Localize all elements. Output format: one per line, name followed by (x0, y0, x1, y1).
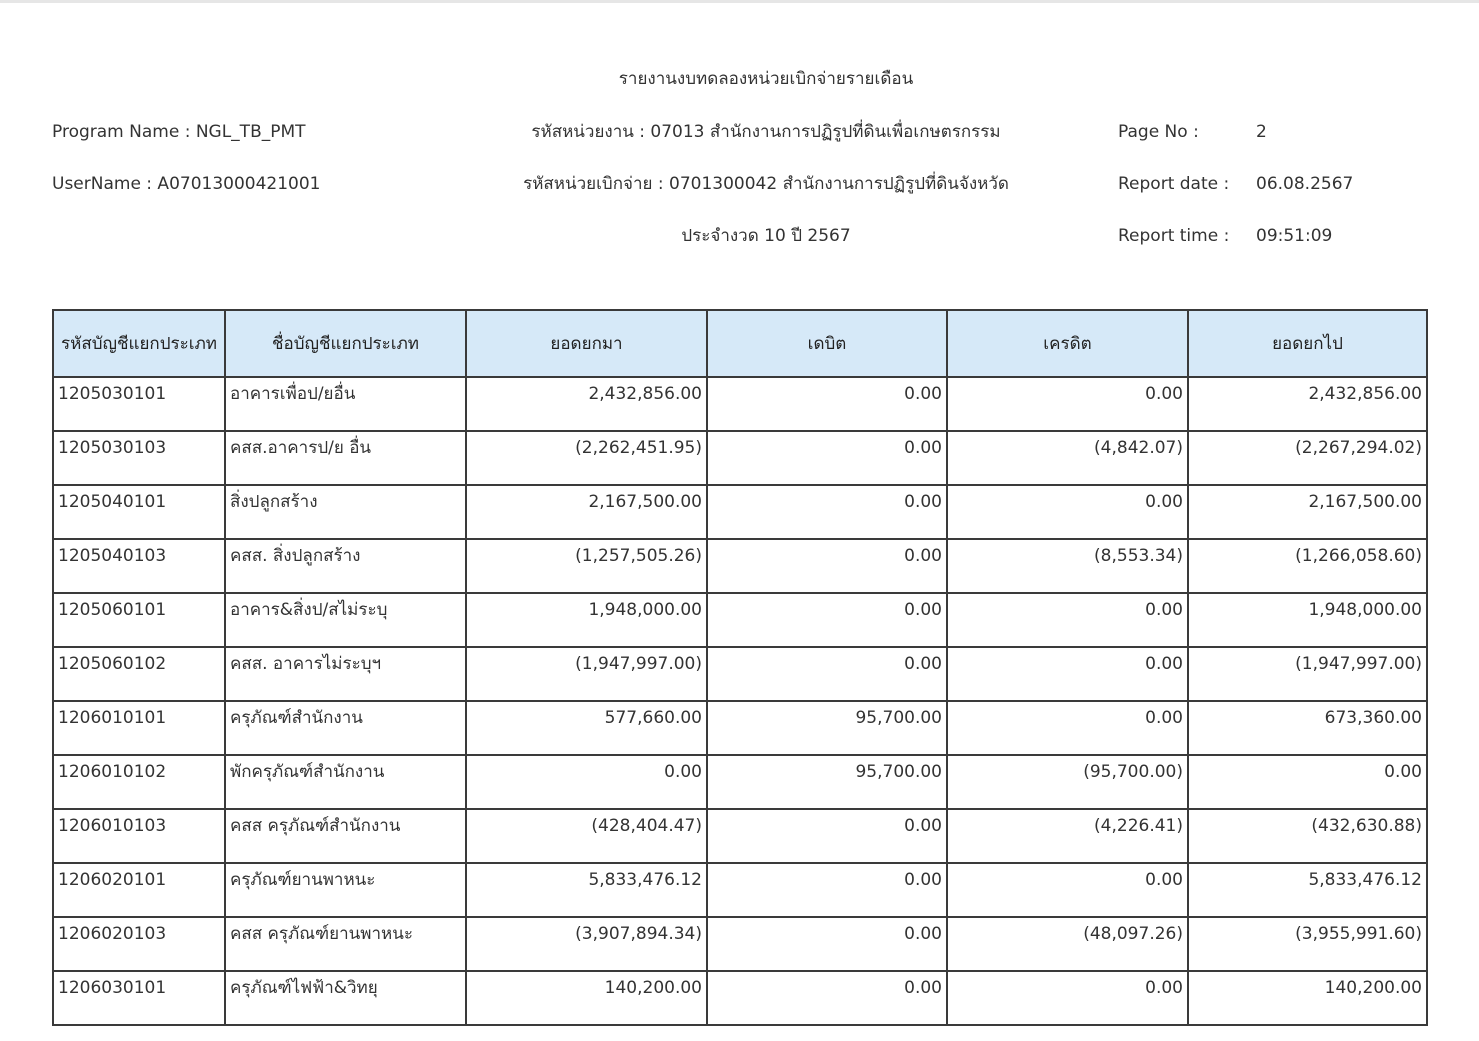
debit-cell: 0.00 (707, 377, 947, 431)
account-name-cell: ครุภัณฑ์สำนักงาน (225, 701, 466, 755)
credit-cell: (8,553.34) (947, 539, 1188, 593)
header-carried-forward: ยอดยกไป (1188, 310, 1427, 377)
table-row (53, 647, 1427, 701)
table-row (53, 539, 1427, 593)
credit-cell: (4,226.41) (947, 809, 1188, 863)
account-code-cell: 1206030101 (53, 971, 225, 1025)
debit-cell: 0.00 (707, 917, 947, 971)
table-header-row (53, 310, 1427, 377)
debit-cell: 0.00 (707, 971, 947, 1025)
carried-forward-cell: 140,200.00 (1188, 971, 1427, 1025)
account-name-cell: อาคารเพื่อป/ยอื่น (225, 377, 466, 431)
table-row (53, 701, 1427, 755)
debit-cell: 0.00 (707, 809, 947, 863)
carried-forward-cell: 2,432,856.00 (1188, 377, 1427, 431)
credit-cell: 0.00 (947, 701, 1188, 755)
carried-forward-cell: 1,948,000.00 (1188, 593, 1427, 647)
credit-cell: (95,700.00) (947, 755, 1188, 809)
account-code-cell: 1206010103 (53, 809, 225, 863)
brought-forward-cell: 1,948,000.00 (466, 593, 707, 647)
account-code-cell: 1205060101 (53, 593, 225, 647)
brought-forward-cell: 2,432,856.00 (466, 377, 707, 431)
account-name-cell: คสส. อาคารไม่ระบุฯ (225, 647, 466, 701)
program-name: Program Name : NGL_TB_PMT (52, 122, 306, 142)
brought-forward-cell: 140,200.00 (466, 971, 707, 1025)
credit-cell: 0.00 (947, 863, 1188, 917)
brought-forward-cell: (428,404.47) (466, 809, 707, 863)
report-date-value: 06.08.2567 (1256, 174, 1354, 194)
account-name-cell: ครุภัณฑ์ไฟฟ้า&วิทยุ (225, 971, 466, 1025)
table-row (53, 593, 1427, 647)
table-row (53, 755, 1427, 809)
account-code-cell: 1205040103 (53, 539, 225, 593)
carried-forward-cell: 5,833,476.12 (1188, 863, 1427, 917)
credit-cell: 0.00 (947, 647, 1188, 701)
debit-cell: 0.00 (707, 431, 947, 485)
account-name-cell: พักครุภัณฑ์สำนักงาน (225, 755, 466, 809)
carried-forward-cell: (432,630.88) (1188, 809, 1427, 863)
report-title: รายงานงบทดลองหน่วยเบิกจ่ายรายเดือน (618, 69, 914, 89)
account-code-cell: 1206010102 (53, 755, 225, 809)
credit-cell: 0.00 (947, 377, 1188, 431)
debit-cell: 0.00 (707, 539, 947, 593)
brought-forward-cell: (1,947,997.00) (466, 647, 707, 701)
debit-cell: 0.00 (707, 485, 947, 539)
header-debit: เดบิต (707, 310, 947, 377)
user-name: UserName : A07013000421001 (52, 174, 321, 194)
credit-cell: 0.00 (947, 971, 1188, 1025)
account-name-cell: คสส ครุภัณฑ์ยานพาหนะ (225, 917, 466, 971)
credit-cell: (48,097.26) (947, 917, 1188, 971)
account-name-cell: ครุภัณฑ์ยานพาหนะ (225, 863, 466, 917)
account-code-cell: 1205030101 (53, 377, 225, 431)
account-name-cell: อาคาร&สิ่งป/สไม่ระบุ (225, 593, 466, 647)
report-period: ประจำงวด 10 ปี 2567 (681, 226, 851, 246)
page-no-label: Page No : (1118, 122, 1199, 142)
debit-cell: 0.00 (707, 647, 947, 701)
brought-forward-cell: 5,833,476.12 (466, 863, 707, 917)
report-date-label: Report date : (1118, 174, 1230, 194)
page-top-edge (0, 0, 1479, 3)
debit-cell: 95,700.00 (707, 755, 947, 809)
disbursement-code: รหัสหน่วยเบิกจ่าย : 0701300042 สำนักงานการปฏิรูปที่ดินจังหวัด (523, 174, 1009, 194)
brought-forward-cell: 2,167,500.00 (466, 485, 707, 539)
account-name-cell: คสส.อาคารป/ย อื่น (225, 431, 466, 485)
brought-forward-cell: (1,257,505.26) (466, 539, 707, 593)
credit-cell: (4,842.07) (947, 431, 1188, 485)
carried-forward-cell: 673,360.00 (1188, 701, 1427, 755)
account-code-cell: 1206020103 (53, 917, 225, 971)
carried-forward-cell: 0.00 (1188, 755, 1427, 809)
carried-forward-cell: (1,266,058.60) (1188, 539, 1427, 593)
account-name-cell: สิ่งปลูกสร้าง (225, 485, 466, 539)
table-row (53, 485, 1427, 539)
carried-forward-cell: (1,947,997.00) (1188, 647, 1427, 701)
report-time-value: 09:51:09 (1256, 226, 1333, 246)
account-code-cell: 1206010101 (53, 701, 225, 755)
table-row (53, 377, 1427, 431)
brought-forward-cell: (3,907,894.34) (466, 917, 707, 971)
carried-forward-cell: (3,955,991.60) (1188, 917, 1427, 971)
table-row (53, 809, 1427, 863)
header-account-code: รหัสบัญชีแยกประเภท (53, 310, 225, 377)
account-name-cell: คสส ครุภัณฑ์สำนักงาน (225, 809, 466, 863)
table-row (53, 431, 1427, 485)
debit-cell: 0.00 (707, 863, 947, 917)
debit-cell: 95,700.00 (707, 701, 947, 755)
table-row (53, 863, 1427, 917)
account-name-cell: คสส. สิ่งปลูกสร้าง (225, 539, 466, 593)
page-no-value: 2 (1256, 122, 1267, 142)
header-brought-forward: ยอดยกมา (466, 310, 707, 377)
debit-cell: 0.00 (707, 593, 947, 647)
agency-code: รหัสหน่วยงาน : 07013 สำนักงานการปฏิรูปที่ดินเพื่อเกษตรกรรม (531, 122, 1001, 142)
account-code-cell: 1205030103 (53, 431, 225, 485)
account-code-cell: 1206020101 (53, 863, 225, 917)
carried-forward-cell: 2,167,500.00 (1188, 485, 1427, 539)
report-time-label: Report time : (1118, 226, 1230, 246)
carried-forward-cell: (2,267,294.02) (1188, 431, 1427, 485)
trial-balance-table (52, 309, 1428, 1026)
account-code-cell: 1205040101 (53, 485, 225, 539)
table-row (53, 971, 1427, 1025)
account-code-cell: 1205060102 (53, 647, 225, 701)
credit-cell: 0.00 (947, 593, 1188, 647)
brought-forward-cell: 577,660.00 (466, 701, 707, 755)
header-account-name: ชื่อบัญชีแยกประเภท (225, 310, 466, 377)
credit-cell: 0.00 (947, 485, 1188, 539)
table-row (53, 917, 1427, 971)
brought-forward-cell: 0.00 (466, 755, 707, 809)
header-credit: เครดิต (947, 310, 1188, 377)
brought-forward-cell: (2,262,451.95) (466, 431, 707, 485)
